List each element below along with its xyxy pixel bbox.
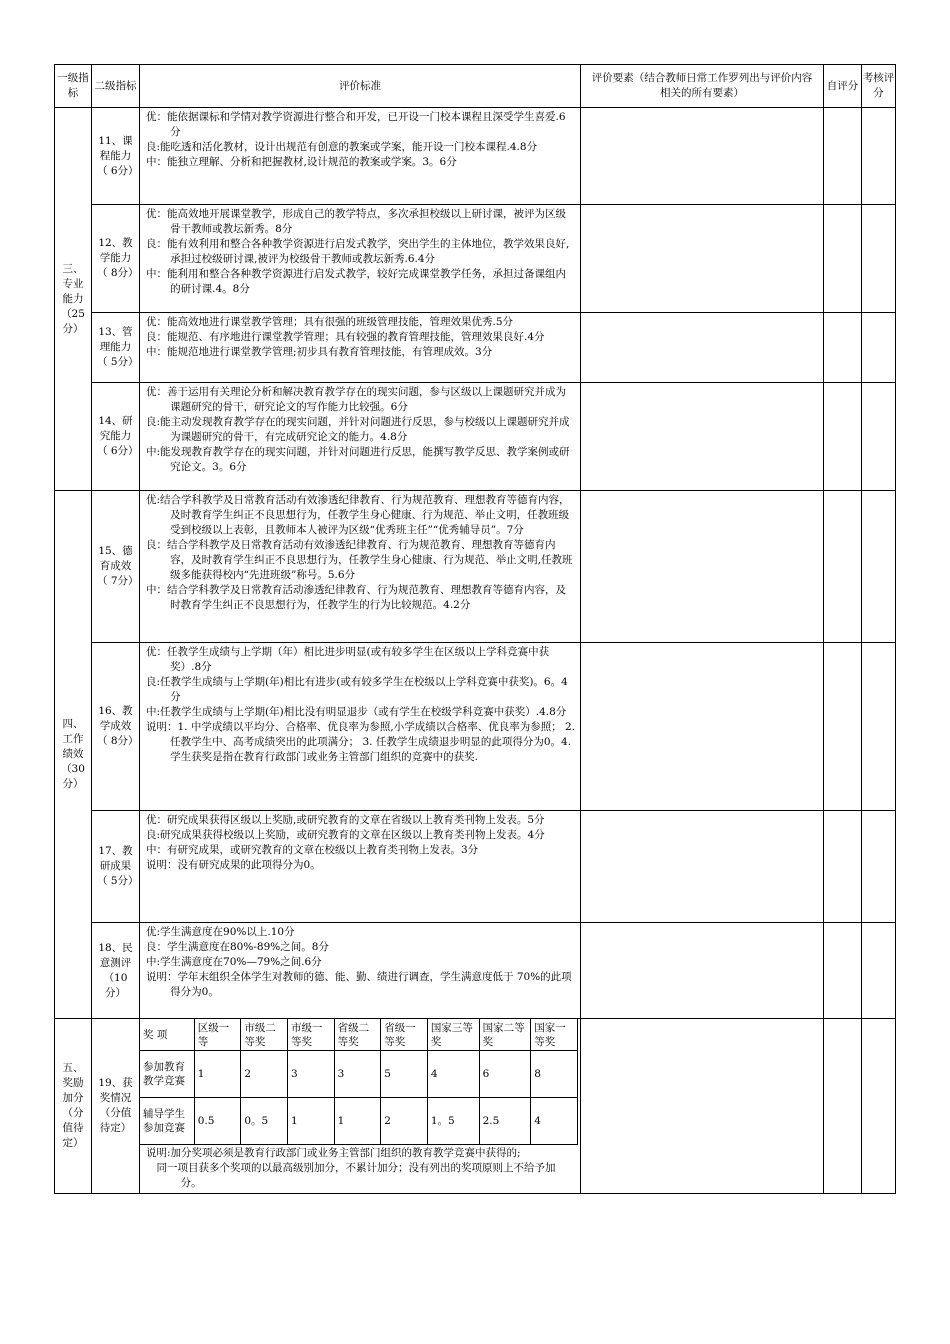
criteria-line: 良:能主动发现教育教学存在的现实问题，并针对问题进行反思，参与校级以上课题研究并成为课题研究的骨干，有完成研究论文的能力。4.8分 [146,416,570,443]
criteria-cell [140,383,581,491]
criteria-line: 良:能吃透和活化教材，设计出规范有创意的教案或学案，能开设一门校本课程.4.8分 [146,141,538,153]
criteria-line: 优：任教学生成绩与上学期（年）相比进步明显(或有较多学生在区级以上学科竞赛中获奖）.8分 [146,646,550,673]
criteria-line: 中:学生满意度在70%—79%之间.6分 [146,956,322,968]
self-score-cell[interactable] [824,108,862,205]
criteria-line: 中：能独立理解、分析和把握教材,设计规范的教案或学案。3。6分 [146,156,457,168]
awards-header: 国家二等奖 [479,1019,531,1051]
self-score-cell[interactable] [824,1019,862,1194]
criteria-line: 良：学生满意度在80%-89%之间。8分 [146,941,329,953]
header-elements: 评价要素（结合教师日常工作罗列出与评价内容相关的所有要素） [581,65,824,108]
section-title: 五、奖励加分（分值待定） [55,1019,92,1194]
awards-header: 国家一等奖 [531,1019,578,1051]
table-row [55,811,896,923]
self-score-cell[interactable] [824,643,862,811]
awards-value: 5 [381,1051,428,1098]
table-row [55,491,896,643]
header-row [55,65,896,108]
elements-cell[interactable] [581,108,824,205]
criteria-cell [140,205,581,313]
elements-cell[interactable] [581,643,824,811]
awards-header-row [140,1019,578,1051]
review-score-cell[interactable] [862,923,896,1019]
item-name: 12、教学能力（ 8分） [92,205,140,313]
awards-header: 区级一等 [194,1019,241,1051]
criteria-line: 中：能利用和整合各种教学资源进行启发式教学，较好完成课堂教学任务，承担过备课组内的研讨课.4。8分 [146,268,566,295]
awards-header: 省级一等奖 [381,1019,428,1051]
criteria-line: 优：能高效地进行课堂教学管理；具有很强的班级管理技能，管理效果优秀.5分 [146,316,514,328]
awards-header: 省级二等奖 [334,1019,381,1051]
awards-row [140,1051,578,1098]
self-score-cell[interactable] [824,491,862,643]
awards-value: 4 [531,1098,578,1145]
awards-note [140,1145,580,1193]
criteria-line: 说明：1. 中学成绩以平均分、合格率、优良率为参照,小学成绩以合格率、优良率为参照； 2. 任教学生中、高考成绩突出的此项满分； 3. 任教学生成绩退步明显的此项得分为0。4. 学生获奖是指在教育行政部门或业务主管部门组织的竞赛中的获奖. [146,721,576,763]
table-row [55,923,896,1019]
criteria-line: 良:任教学生成绩与上学期(年)相比有进步(或有较多学生在校级以上学科竞赛中获奖)。6。4分 [146,676,568,703]
awards-value: 3 [334,1051,381,1098]
table-row [55,643,896,811]
item-name: 13、管理能力（ 5分） [92,313,140,383]
awards-value: 0.5 [194,1098,241,1145]
table-row [55,383,896,491]
awards-value: 2.5 [479,1098,531,1145]
table-row [55,313,896,383]
self-score-cell[interactable] [824,205,862,313]
criteria-line: 优:结合学科教学及日常教育活动有效渗透纪律教育、行为规范教育、理想教育等德育内容，及时教育学生纠正不良思想行为，任教学生身心健康、行为规范、举止文明，任教班级受到校级以上表彰，且教师本人被评为区级“优秀班主任”“优秀辅导员”。7分 [146,494,570,536]
criteria-line: 优：研究成果获得区级以上奖励,或研究教育的文章在省级以上教育类刊物上发表。5分 [146,814,545,826]
criteria-line: 中：结合学科教学及日常教育活动渗透纪律教育、行为规范教育、理想教育等德育内容，及时教育学生纠正不良思想行为，任教学生的行为比较规范。4.2分 [146,584,566,611]
awards-value: 1 [288,1098,335,1145]
elements-cell[interactable] [581,491,824,643]
criteria-line: 优：善于运用有关理论分析和解决教育教学存在的现实问题，参与区级以上课题研究并成为课题研究的骨干，研究论文的写作能力比较强。6分 [146,386,566,413]
awards-value: 1。5 [427,1098,479,1145]
elements-cell[interactable] [581,205,824,313]
criteria-cell [140,491,581,643]
awards-header: 市级一等奖 [288,1019,335,1051]
awards-value: 2 [241,1051,288,1098]
awards-value: 3 [288,1051,335,1098]
table-row [55,1019,896,1194]
review-score-cell[interactable] [862,205,896,313]
self-score-cell[interactable] [824,313,862,383]
header-level1: 一级指标 [55,65,92,108]
awards-value: 0。5 [241,1098,288,1145]
criteria-line: 优:学生满意度在90%以上.10分 [146,926,295,938]
criteria-cell [140,811,581,923]
awards-row-label: 辅导学生参加竞赛 [140,1098,195,1145]
criteria-line: 良：能规范、有序地进行课堂教学管理；具有较强的教育管理技能，管理效果良好.4分 [146,331,545,343]
awards-header: 国家三等奖 [427,1019,479,1051]
awards-header: 奖 项 [140,1019,195,1051]
criteria-line: 中:能发现教育教学存在的现实问题，并针对问题进行反思，能撰写教学反思、教学案例或研究论文。3。6分 [146,446,570,473]
elements-cell[interactable] [581,1019,824,1194]
awards-table [139,1018,578,1145]
awards-header: 市级二等奖 [241,1019,288,1051]
section-title: 四、工作绩效（30分） [55,491,92,1019]
review-score-cell[interactable] [862,313,896,383]
review-score-cell[interactable] [862,383,896,491]
item-name: 16、教学成效（ 8分） [92,643,140,811]
table-row [55,108,896,205]
elements-cell[interactable] [581,313,824,383]
self-score-cell[interactable] [824,383,862,491]
item-name: 11、课程能力（ 6分） [92,108,140,205]
elements-cell[interactable] [581,923,824,1019]
review-score-cell[interactable] [862,1019,896,1194]
elements-cell[interactable] [581,811,824,923]
review-score-cell[interactable] [862,108,896,205]
elements-cell[interactable] [581,383,824,491]
awards-value: 1 [334,1098,381,1145]
awards-value: 2 [381,1098,428,1145]
self-score-cell[interactable] [824,923,862,1019]
table-row [55,205,896,313]
criteria-line: 优：能高效地开展课堂教学，形成自己的教学特点，多次承担校级以上研讨课，被评为区级骨干教师或教坛新秀。8分 [146,208,566,235]
item-name: 18、民意测评（10分） [92,923,140,1019]
criteria-line: 说明：学年末组织全体学生对教师的德、能、勤、绩进行调查，学生满意度低于 70%的此项得分为0。 [146,971,572,998]
criteria-line: 良:研究成果获得校级以上奖励，或研究教育的文章在区级以上教育类刊物上发表。4分 [146,829,545,841]
section-title: 三、专业能力（25分） [55,108,92,491]
criteria-line: 中:任教学生成绩与上学期(年)相比没有明显退步（或有学生在校级学科竞赛中获奖）.4.8分 [146,706,567,718]
criteria-line: 良：能有效利用和整合各种教学资源进行启发式教学，突出学生的主体地位，教学效果良好,承担过校级研讨课,被评为校级骨干教师或教坛新秀.6.4分 [146,238,570,265]
criteria-cell [140,108,581,205]
criteria-line: 优：能依据课标和学情对教学资源进行整合和开发，已开设一门校本课程且深受学生喜爱.6分 [146,111,566,138]
awards-value: 8 [531,1051,578,1098]
header-level2: 二级指标 [92,65,140,108]
awards-row-label: 参加教育教学竞赛 [140,1051,195,1098]
item-name: 15、德育成效（ 7分） [92,491,140,643]
awards-cell [140,1019,581,1194]
awards-value: 6 [479,1051,531,1098]
awards-note-line: 说明:加分奖项必须是教育行政部门或业务主管部门组织的教育教学竞赛中获得的; [146,1147,521,1159]
item-name: 14、研究能力（ 6分） [92,383,140,491]
criteria-cell [140,643,581,811]
criteria-line: 说明：没有研究成果的此项得分为0。 [146,859,321,871]
header-criteria: 评价标准 [140,65,581,108]
awards-note-line: 同一项目获多个奖项的以最高级别加分，不累计加分；没有列出的奖项原则上不给予加分。 [156,1162,556,1189]
header-self-score: 自评分 [824,65,862,108]
awards-value: 4 [427,1051,479,1098]
evaluation-table [54,64,896,1194]
item-name: 17、教研成果（ 5分） [92,811,140,923]
review-score-cell[interactable] [862,643,896,811]
criteria-line: 良：结合学科教学及日常教育活动有效渗透纪律教育、行为规范教育、理想教育等德育内容，及时教育学生纠正不良思想行为，任教学生身心健康、行为规范、举止文明,任教班级多能获得校内“先进班级”称号。5.6分 [146,539,573,581]
awards-row [140,1098,578,1145]
header-review-score: 考核评分 [862,65,896,108]
item-name: 19、获奖情况（分值待定） [92,1019,140,1194]
criteria-cell [140,313,581,383]
criteria-cell [140,923,581,1019]
self-score-cell[interactable] [824,811,862,923]
criteria-line: 中：能规范地进行课堂教学管理;初步具有教育管理技能，有管理成效。3分 [146,346,493,358]
review-score-cell[interactable] [862,811,896,923]
awards-value: 1 [194,1051,241,1098]
criteria-line: 中：有研究成果，或研究教育的文章在校级以上教育类刊物上发表。3分 [146,844,479,856]
review-score-cell[interactable] [862,491,896,643]
